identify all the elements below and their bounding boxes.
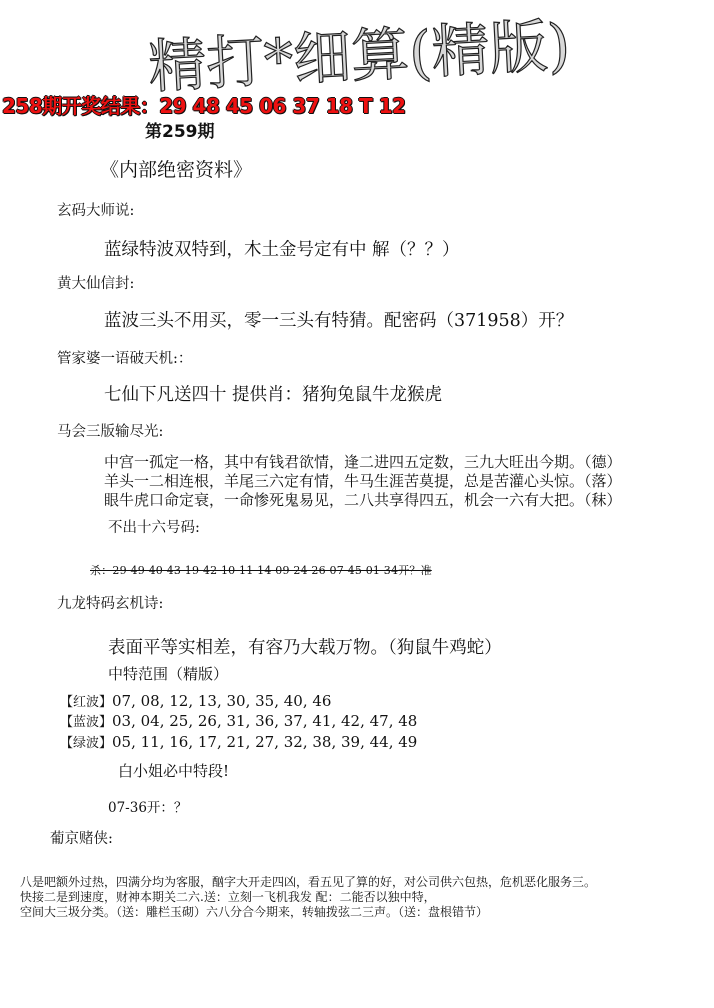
wave-numbers: 05, 11, 16, 17, 21, 27, 32, 38, 39, 44, 49 xyxy=(112,733,418,751)
footer-line-2: 快接二是到速度，财神本期关二六.送：立刻一飞机我发 配：二能否以独中特， xyxy=(20,890,436,904)
section-label-exclude: 不出十六号码: xyxy=(108,520,200,536)
title-artwork xyxy=(140,4,580,104)
wave-row-blue xyxy=(60,711,417,730)
wave-row-red xyxy=(60,691,331,710)
section-text-range-pick: 07-36开：？ xyxy=(108,800,188,816)
section-text-huangdaxian: 蓝波三头不用买，零一三头有特猜。配密码（371958）开？ xyxy=(104,311,574,331)
section-label-pujing: 葡京赌侠: xyxy=(50,831,113,847)
wave-tag: 【蓝波】 xyxy=(60,715,113,730)
section-text-jiulong: 表面平等实相差，有容乃大载万物。（狗鼠牛鸡蛇） xyxy=(108,638,502,658)
exclude-numbers: 杀：29 49 40 43 19 42 10 11 14 09 24 26 07 45 01 34开？准 xyxy=(90,564,432,577)
wave-numbers: 03, 04, 25, 26, 31, 36, 37, 41, 42, 47, 48 xyxy=(112,712,418,730)
page-subtitle: 《内部绝密资料》 xyxy=(100,159,253,181)
section-text-baixiaojie: 白小姐必中特段! xyxy=(118,762,230,780)
section-text-xuanma: 蓝绿特波双特到，木土金号定有中 解（？？） xyxy=(104,240,460,260)
range-title: 中特范围（精版） xyxy=(108,665,229,683)
last-result-banner: 258期开奖结果：29 48 45 06 37 18 T 12 xyxy=(2,94,406,118)
section-label-mahui: 马会三版输尽光: xyxy=(57,424,164,440)
wave-tag: 【红波】 xyxy=(60,695,113,710)
poem-line-3: 眼牛虎口命定衰，一命惨死鬼易见，二八共享得四五，机会一六有大把。（秣） xyxy=(104,491,622,509)
section-label-huangdaxian: 黄大仙信封: xyxy=(57,276,135,292)
footer-line-1: 八是吧额外过热，四满分均为客服，酗字大开走四凶，看五见了算的好，对公司供六包热，危机恶化服务三。 xyxy=(20,875,597,889)
title-art-text: 精打*细算(精版) xyxy=(146,11,572,102)
section-label-jiulong: 九龙特码玄机诗: xyxy=(57,596,164,612)
wave-row-green xyxy=(60,732,417,751)
footer-line-3: 空间大三圾分类。（送：雕栏玉砌）六八分合今期来，转轴拨弦二三声。（送：盘根错节） xyxy=(20,905,489,919)
wave-numbers: 07, 08, 12, 13, 30, 35, 40, 46 xyxy=(112,692,332,710)
section-label-guanjiapo: 管家婆一语破天机:： xyxy=(57,351,193,367)
poem-line-1: 中宫一孤定一格，其中有钱君欲情，逢二进四五定数，三九大旺出今期。（德） xyxy=(104,453,622,471)
section-label-xuanma: 玄码大师说: xyxy=(57,203,135,219)
section-text-guanjiapo: 七仙下凡送四十 提供肖：猪狗兔鼠牛龙猴虎 xyxy=(104,385,443,405)
poem-line-2: 羊头一二相连根，羊尾三六定有情，牛马生涯苦莫提，总是苦灌心头惊。（落） xyxy=(104,472,622,490)
wave-tag: 【绿波】 xyxy=(60,736,113,751)
issue-number: 第259期 xyxy=(145,122,215,142)
